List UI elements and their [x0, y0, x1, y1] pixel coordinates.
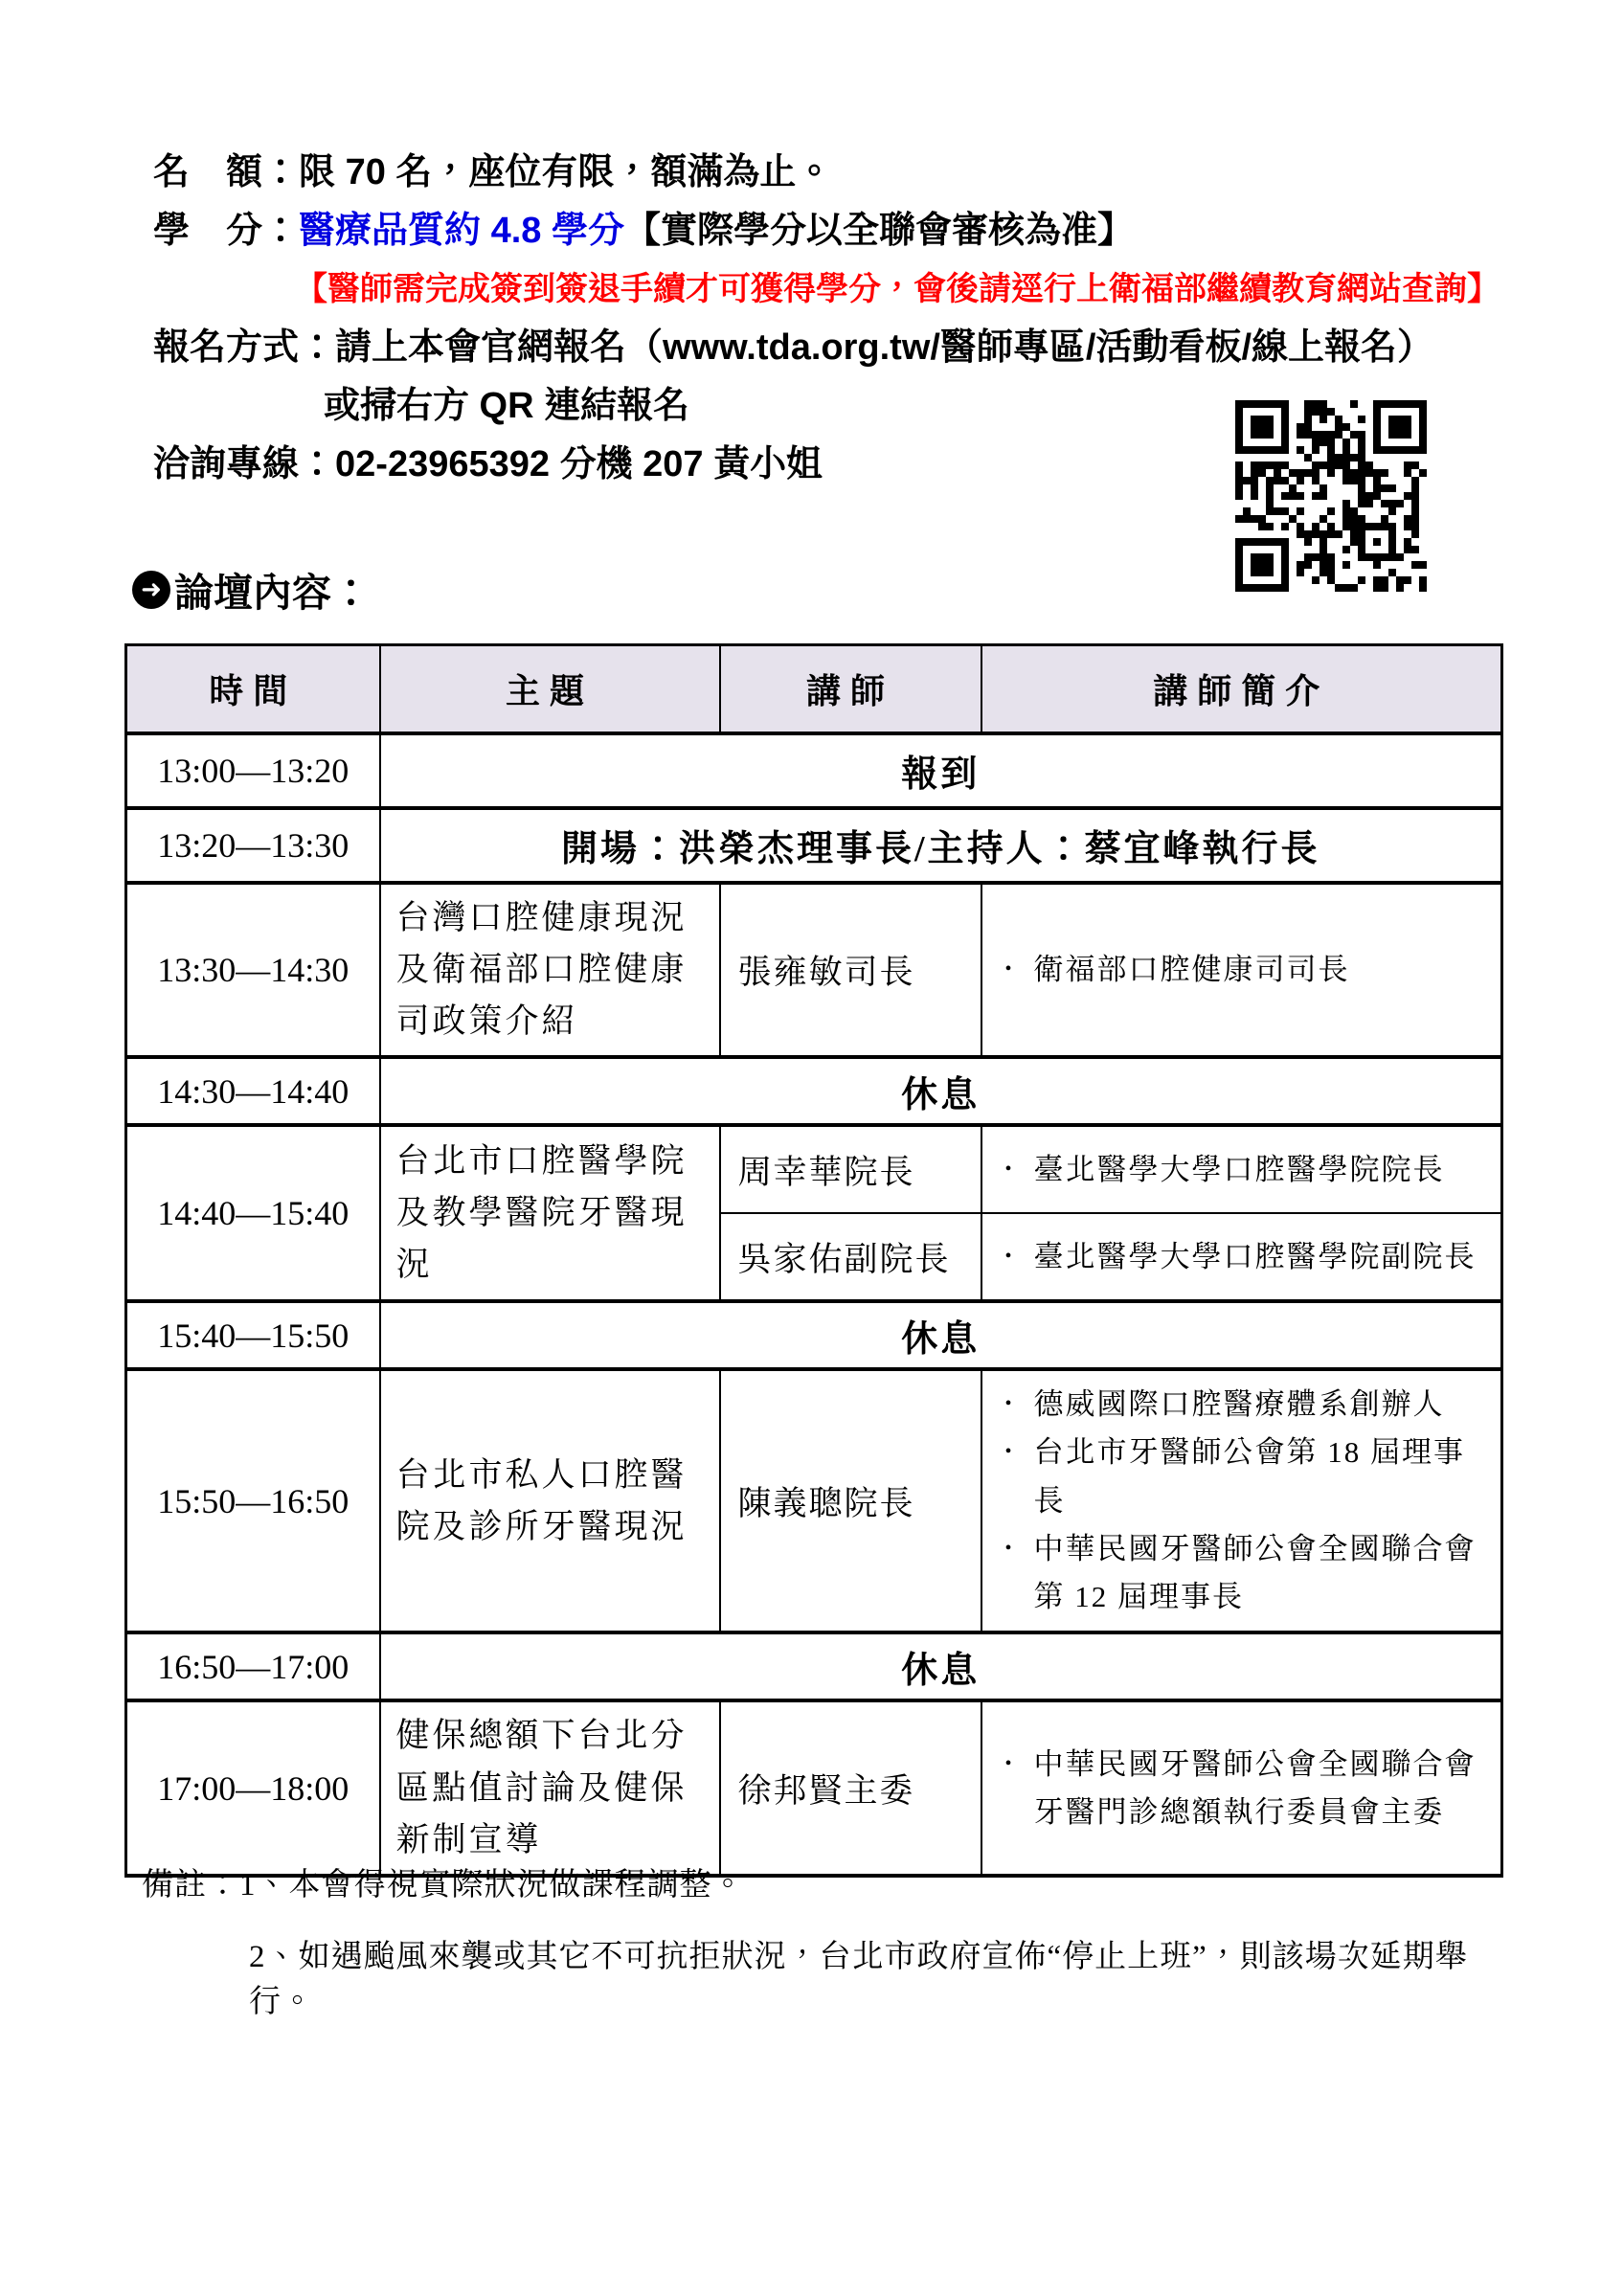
hotline-label: 洽詢專線：: [153, 444, 336, 484]
credit-warning: 【醫師需完成簽到簽退手續才可獲得學分，會後請逕行上衛福部繼續教育網站查詢】: [295, 271, 1500, 307]
table-row: [126, 733, 1502, 808]
bio-text: 台北市牙醫師公會第 18 屆理事長: [1033, 1435, 1465, 1518]
table-row: [126, 1125, 1502, 1213]
merged-cell-break: 休息: [380, 1632, 1502, 1700]
header-topic: 主題: [380, 645, 720, 733]
time-cell: 15:40—15:50: [126, 1301, 380, 1369]
time-cell: 15:50—16:50: [126, 1369, 380, 1632]
bio-bullet-line: [1005, 1381, 1490, 1429]
merged-cell-break: 休息: [380, 1301, 1502, 1369]
table-row: [126, 1632, 1502, 1700]
merged-cell-checkin: 報到: [380, 733, 1502, 808]
time-cell: 13:20—13:30: [126, 808, 380, 883]
bullet-icon: •: [1004, 1752, 1014, 1774]
registration-line2: 或掃右方 QR 連結報名: [324, 386, 690, 426]
table-row: [126, 1301, 1502, 1369]
bio-cell: [981, 1213, 1502, 1301]
bio-cell: [981, 883, 1502, 1058]
table-row: [126, 1369, 1502, 1632]
bio-bullet-line: [1005, 1233, 1490, 1281]
bio-bullet-line: [1005, 1146, 1490, 1194]
header-time: 時間: [126, 645, 380, 733]
speaker-cell: 張雍敏司長: [720, 883, 981, 1058]
time-cell: 13:00—13:20: [126, 733, 380, 808]
table-row: [126, 883, 1502, 1058]
bio-cell: [981, 1700, 1502, 1876]
table-header-row: [126, 645, 1502, 733]
table-row: [126, 1057, 1502, 1125]
note-line-2: [142, 1931, 1511, 2021]
speaker-cell: 吳家佑副院長: [720, 1213, 981, 1301]
bullet-icon: •: [1004, 1245, 1014, 1267]
time-cell: 13:30—14:30: [126, 883, 380, 1058]
bullet-icon: •: [1004, 1537, 1014, 1559]
merged-cell-opening: 開場：洪榮杰理事長/主持人：蔡宜峰執行長: [380, 808, 1502, 883]
note-item-2: 2、如遇颱風來襲或其它不可抗拒狀況，台北市政府宣佈“停止上班”，則該場次延期舉行。: [249, 1940, 1468, 2019]
topic-cell: 台灣口腔健康現況及衛福部口腔健康司政策介紹: [380, 883, 720, 1058]
forum-heading: [132, 561, 371, 618]
notes-block: [142, 1859, 1511, 2021]
circled-arrow-icon: ➜: [132, 571, 170, 609]
quota-line: [153, 144, 1513, 202]
time-cell: 17:00—18:00: [126, 1700, 380, 1876]
note-line-1: [142, 1859, 1511, 1904]
registration-line: [153, 319, 1513, 377]
credits-highlight: 醫療品質約 4.8 學分: [299, 211, 624, 251]
credits-line: [153, 202, 1513, 260]
notes-label: 備註：: [142, 1868, 239, 1902]
registration-label: 報名方式：: [153, 327, 336, 368]
qr-code-image: [1235, 400, 1427, 592]
time-cell: 16:50—17:00: [126, 1632, 380, 1700]
quota-label: 名 額：: [153, 152, 300, 192]
topic-cell: 健保總額下台北分區點值討論及健保新制宣導: [380, 1700, 720, 1876]
forum-heading-text: 論壇內容：: [174, 571, 371, 615]
registration-qr-code: [1235, 400, 1427, 592]
header-speaker: 講師: [720, 645, 981, 733]
credits-label: 學 分：: [153, 211, 300, 251]
time-cell: 14:30—14:40: [126, 1057, 380, 1125]
speaker-cell: 周幸華院長: [720, 1125, 981, 1213]
bullet-icon: •: [1004, 957, 1014, 979]
bio-bullet-line: [1005, 946, 1490, 994]
topic-cell: 台北市口腔醫學院及教學醫院牙醫現況: [380, 1125, 720, 1301]
time-cell: 14:40—15:40: [126, 1125, 380, 1301]
bio-text: 臺北醫學大學口腔醫學院副院長: [1033, 1239, 1477, 1273]
bullet-icon: •: [1004, 1393, 1014, 1415]
bio-bullet-line: [1005, 1429, 1490, 1524]
bio-text: 臺北醫學大學口腔醫學院院長: [1033, 1152, 1445, 1186]
table-row: [126, 1700, 1502, 1876]
header-speaker-intro: 講師簡介: [981, 645, 1502, 733]
bio-cell: [981, 1125, 1502, 1213]
quota-value: 限 70 名，座位有限，額滿為止。: [299, 152, 833, 192]
bio-bullet-line: [1005, 1525, 1490, 1621]
bio-text: 中華民國牙醫師公會全國聯合會牙醫門診總額執行委員會主委: [1033, 1746, 1477, 1829]
bio-text: 衛福部口腔健康司司長: [1033, 952, 1350, 986]
bio-bullet-line: [1005, 1741, 1490, 1836]
credits-note: 【實際學分以全聯會審核為准】: [623, 211, 1134, 251]
bullet-icon: •: [1004, 1158, 1014, 1180]
registration-value: 請上本會官網報名（www.tda.org.tw/醫師專區/活動看板/線上報名）: [335, 327, 1434, 368]
hotline-value: 02-23965392 分機 207 黃小姐: [335, 444, 823, 484]
note-item-1: 1、本會得視實際狀況做課程調整。: [239, 1868, 745, 1902]
bullet-icon: •: [1004, 1441, 1014, 1463]
bio-text: 德威國際口腔醫療體系創辦人: [1033, 1387, 1445, 1422]
speaker-cell: 徐邦賢主委: [720, 1700, 981, 1876]
schedule-table: [124, 643, 1503, 1878]
bio-text: 中華民國牙醫師公會全國聯合會第 12 屆理事長: [1033, 1531, 1477, 1614]
topic-cell: 台北市私人口腔醫院及診所牙醫現況: [380, 1369, 720, 1632]
table-row: [126, 808, 1502, 883]
merged-cell-break: 休息: [380, 1057, 1502, 1125]
bio-cell: [981, 1369, 1502, 1632]
speaker-cell: 陳義聰院長: [720, 1369, 981, 1632]
